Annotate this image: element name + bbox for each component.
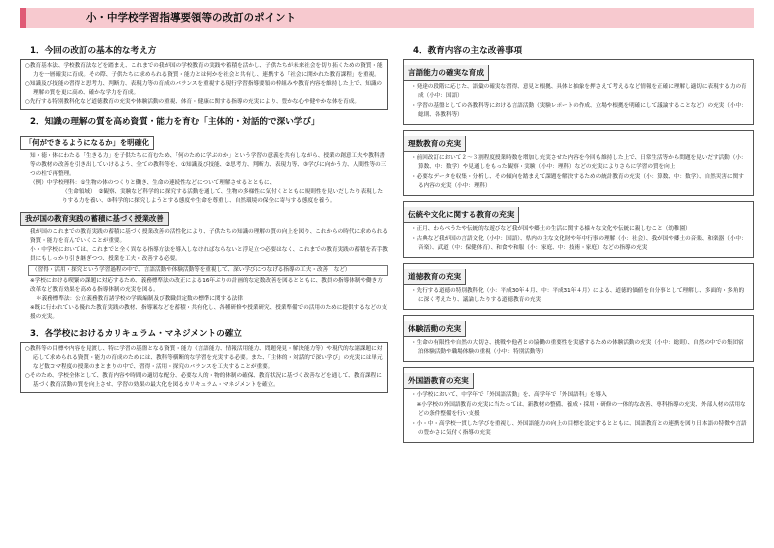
box-item: ・正月、わらべうたや伝統的な遊びなど我が国や郷土の生活に関する様々な文化や伝統に親しむこと（幼稚園） [411, 226, 691, 232]
s2-sub2-item: ＊義務標準法：公立義務教育諸学校の学級編制及び教職員定数の標準に関する法律 [36, 296, 243, 302]
box-item: ・生命の有限性や自然の大切さ、挑戦や他者との協働の重要性を実感するための体験活動の充実（小中：総則）、自然の中での集団宿泊体験活動や職場体験の重視（小中：特別活動等） [411, 340, 744, 355]
section-1-heading: 1．今回の改訂の基本的な考え方 [30, 46, 157, 56]
s2-sub1-example: （例）中学校理科：①生物の体のつくりと働き、生命の連続性などについて理解させるとともに、 [30, 180, 276, 186]
s2-sub1-heading: 「何ができるようになるか」を明確化 [20, 136, 154, 150]
s3-item: ○教科等の目標や内容を見渡し、特に学習の基盤となる資質・能力（言語能力、情報活用能力、問題発見・解決能力等）や現代的な諸課題に対応して求められる資質・能力の育成のためには、教科等横断的な学習を充実する必要。また、「主体的・対話的で深い学び」の充実には単元など数コマ程度の授業のまとまりの中で、習得・活用・探究のバランスを工夫することが重要。 [25, 346, 383, 370]
box-item: ・小学校において、中学年で「外国語活動」を、高学年で「外国語科」を導入 [411, 392, 607, 398]
section-4-heading: 4．教育内容の主な改善事項 [413, 46, 523, 56]
box-title: 外国語教育の充実 [404, 373, 474, 389]
box-title: 言語能力の確実な育成 [404, 65, 489, 81]
s1-item: ○教育基本法、学校教育法などを踏まえ、これまでの我が国の学校教育の実践や蓄積を活かし、子供たちが未来社会を切り拓くための資質・能力を一層確実に育成。その際、子供たちに求められる資質・能力とは何かを社会と共有し、連携する「社会に開かれた教育課程」を重視。 [25, 63, 383, 78]
improvement-box-science-math [403, 130, 754, 196]
s2-sub2-text: 我が国のこれまでの教育実践の蓄積に基づく授業改善の活性化により、子供たちの知識の理解の質の向上を図り、これからの時代に求められる資質・能力を育んでいくことが重要。 [30, 229, 389, 244]
box-title: 道徳教育の充実 [404, 269, 466, 285]
box-item: ※小学校の外国語教育の充実に当たっては、新教材の整備、養成・採用・研修の一体的な改善、専科指導の充実、外部人材の活用などの条件整備を行い支援 [411, 402, 746, 417]
s2-sub1-example: （生命領域） ②観察、実験など科学的に探究する活動を通して、生物の多様性に気付くとともに規則性を見いだしたり表現したりする力を養い、③科学的に探究しようとする態度や生命を尊重し、自然環境の保全に寄与する態度を養う。 [62, 189, 383, 204]
section-3-box [20, 342, 388, 393]
improvement-box-experience [403, 315, 754, 362]
box-title: 体験活動の充実 [404, 321, 466, 337]
page-title: 小・中学校学習指導要領等の改訂のポイント [20, 8, 754, 28]
s3-item: ○そのため、学校全体として、教育内容や時間の適切な配分、必要な人的・物的体制の確保、教育状況に基づく改善などを通して、教育課程に基づく教育活動の質を向上させ、学習の効果の最大化を図るカリキュラム・マネジメントを確立。 [25, 373, 382, 388]
box-item: ・小・中・高学校一貫した学びを重視し、外国語能力の向上の目標を設定するとともに、国語教育との連携を図り日本語の特徴や言語の豊かさに気付く指導の充実 [411, 421, 747, 436]
right-column [403, 44, 754, 448]
box-item: ・必要なデータを収集・分析し、その傾向を踏まえて課題を解決するための統計教育の充実（小：算数、中：数学）、自然災害に関する内容の充実（小中：理科） [411, 174, 744, 189]
s2-sub2-heading: 我が国の教育実践の蓄積に基づく授業改善 [20, 212, 169, 226]
section-2-heading: 2．知識の理解の質を高め資質・能力を育む「主体的・対話的で深い学び」 [30, 117, 320, 127]
s1-item: ○先行する特別教科化など道徳教育の充実や体験活動の重視、体育・健康に関する指導の充実により、豊かな心や健やかな体を育成。 [25, 99, 360, 105]
section-1-box [20, 59, 388, 110]
s1-item: ○知識及び技能の習得と思考力、判断力、表現力等の育成のバランスを重視する現行学習指導要領の枠組みや教育内容を維持した上で、知識の理解の質を更に高め、確かな学力を育成。 [25, 81, 383, 96]
s2-sub2-text: 小・中学校においては、これまでと全く異なる指導方法を導入しなければならないと浮足立つ必要はなく、これまでの教育実践の蓄積を若手教員にもしっかり引き継ぎつつ、授業を工夫・改善する必要。 [30, 247, 388, 262]
s2-sub2-note: （習得・活用・探究という学習過程の中で、言語活動や体験活動等を重視して、深い学びにつなげる指導の工夫・改善 など） [28, 265, 388, 276]
left-column [20, 44, 388, 397]
s2-sub1-text: 知・徳・体にわたる「生きる力」を子供たちに育むため、「何のために学ぶのか」という学習の意義を共有しながら、授業の創意工夫や教科書等の教材の改善を引き出していけるよう、全ての教科等を、①知識及び技能、②思考力、判断力、表現力等、③学びに向かう力、人間性等の三つの柱で再整理。 [30, 153, 387, 177]
section-3-heading: 3．各学校におけるカリキュラム・マネジメントの確立 [30, 329, 242, 339]
s2-sub2-item: ※学校における喫緊の課題に対応するため、義務標準法の改正による16年ぶりの計画的な定数改善を図るとともに、教員の指導体制や働き方改革など教育効果を高める指導体制の充実を図る。 [30, 278, 383, 293]
improvement-box-moral [403, 263, 754, 310]
improvement-box-tradition [403, 201, 754, 258]
improvement-box-foreign-language [403, 367, 754, 443]
box-title: 理数教育の充実 [404, 136, 466, 152]
box-title: 伝統や文化に関する教育の充実 [404, 207, 519, 223]
s2-sub2-item: ※既に行われている優れた教育実践の教材、指導案などを蓄積・共有化し、各種研修や授業研究、授業準備での活用のために提供するなどの支援の充実。 [30, 305, 388, 320]
box-item: ・古典など我が国の言語文化（小中：国語）、県内の主な文化財や年中行事の理解（小：社会）、我が国や郷土の音楽、和楽器（小中：音楽）、武道（中：保健体育）、和食や和服（小：家庭、中：技術・家庭）などの指導の充実 [411, 236, 747, 251]
box-item: ・学習の基盤としての各教科等における言語活動（実験レポートの作成、立場や根拠を明確にして議論することなど）の充実（小中：総則、各教科等） [411, 103, 747, 118]
improvement-box-language [403, 59, 754, 125]
box-item: ・先行する道徳の特別教科化（小：平成30年４月、中：平成31年４月）による、道徳的価値を自分事として理解し、多面的・多角的に深く考えたり、議論したりする道徳教育の充実 [411, 288, 745, 303]
box-item: ・発達の段階に応じた、語彙の確実な習得、意見と根拠、具体と抽象を押さえて考えるなど情報を正確に理解し適切に表現する力の育成（小中：国語） [411, 84, 747, 99]
box-item: ・前回改訂において２～３割程度授業時数を増加し充実させた内容を今回も維持した上で、日常生活等から問題を見いだす活動（小：算数、中：数学）や見通しをもった観察・実験（小中：理科）などの充実によりさらに学習の質を向上 [411, 155, 747, 170]
